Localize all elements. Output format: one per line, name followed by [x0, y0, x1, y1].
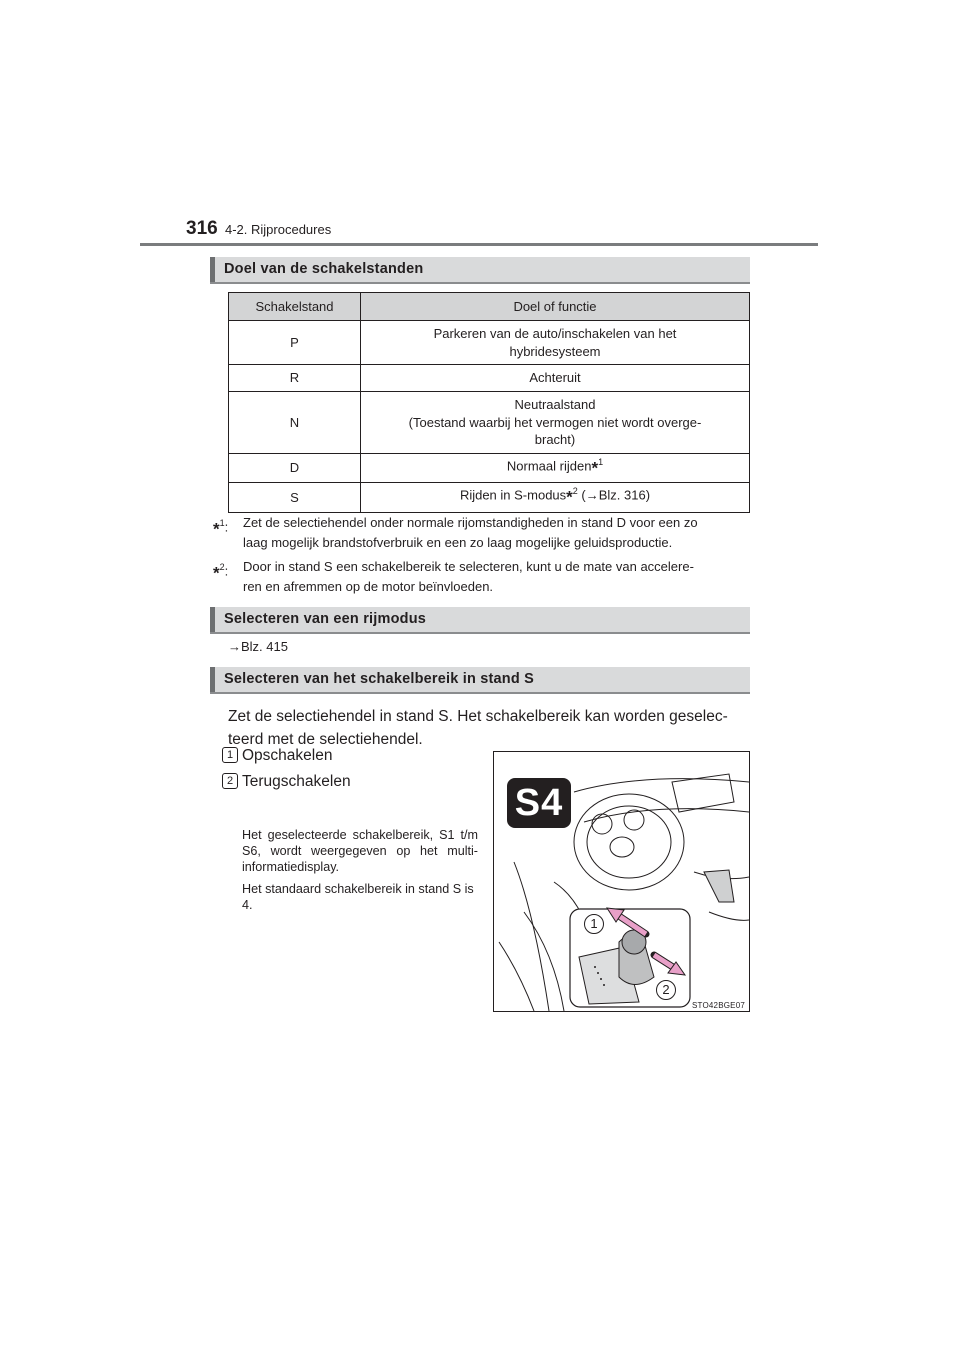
table-row	[229, 483, 750, 512]
table-row	[229, 392, 750, 454]
heading-accent	[210, 667, 215, 692]
section-heading-doel	[210, 257, 750, 284]
dashboard-line	[574, 779, 749, 792]
heading-accent	[210, 257, 215, 282]
section-heading-rijmodus	[210, 607, 750, 634]
callout-1: 1	[584, 914, 604, 934]
table-row	[229, 454, 750, 483]
item-number-badge: 1	[222, 747, 238, 763]
table-cell-position: P	[229, 321, 361, 365]
table-cell-position: N	[229, 392, 361, 454]
function-line: Neutraalstand	[514, 397, 596, 413]
table-cell-function	[361, 392, 750, 454]
table-row	[229, 321, 750, 365]
note-paragraph: Het geselecteerde schakelbereik, S1 t/m S6, wordt weergegeven op het multi-informatiedisplay.	[242, 828, 478, 874]
footnote-ref: 1	[598, 457, 604, 467]
function-text: Rijden in S-modus	[459, 487, 567, 503]
footnote-1	[213, 513, 753, 553]
table-cell-function	[361, 321, 750, 365]
callout-2: 2	[656, 980, 676, 1000]
footnote-text: Door in stand S een schakelbereik te selecteren, kunt u de mate van accelere- ren en afremmen op de motor beïnvloeden.	[243, 559, 694, 594]
steering-wheel-icon	[574, 794, 684, 890]
intro-paragraph: Zet de selectiehendel in stand S. Het schakelbereik kan worden geselec- teerd met de selectiehendel.	[228, 708, 728, 748]
section-heading-label: Selecteren van het schakelbereik in stand S	[224, 671, 535, 687]
table-cell-function	[361, 454, 750, 483]
note-paragraph: Het standaard schakelbereik in stand S is 4.	[242, 882, 474, 912]
section-heading-label: Doel van de schakelstanden	[224, 261, 424, 277]
shift-lever-illustration	[493, 751, 750, 1012]
table-header-cell: Schakelstand	[229, 293, 361, 321]
table-cell-position: R	[229, 365, 361, 392]
header-divider	[140, 243, 818, 246]
table-header-row	[229, 293, 750, 321]
shift-positions-table	[228, 292, 750, 513]
table-cell-function	[361, 483, 750, 512]
table-cell-function: Achteruit	[361, 365, 750, 392]
footnote-ref: 2	[572, 486, 578, 497]
item-label-upshift: Opschakelen	[242, 747, 333, 764]
section-reference: 4-2. Rijprocedures	[225, 222, 332, 237]
footnote-star: *	[566, 487, 573, 507]
section-heading-label: Selecteren van een rijmodus	[224, 611, 427, 627]
function-line: bracht)	[534, 432, 576, 448]
gear-indicator-badge: S4	[507, 778, 571, 828]
footnote-marker: *$^2$:	[213, 562, 229, 583]
table-cell-position: S	[229, 483, 361, 512]
item-label-downshift: Terugschakelen	[242, 773, 351, 790]
table-row	[229, 365, 750, 392]
section-heading-schakelbereik	[210, 667, 750, 694]
function-text: Normaal rijden	[506, 458, 592, 474]
footnote-marker: *$^1$:	[213, 518, 229, 539]
illustration-code: STO42BGE07	[692, 1001, 745, 1010]
table-header-cell: Doel of functie	[361, 293, 750, 321]
function-line: Parkeren van de auto/inschakelen van het	[433, 325, 677, 341]
footnote-text: Zet de selectiehendel onder normale rijomstandigheden in stand D voor een zo laag mogelijk brandstofverbruik en een zo laag mogelijke geluidsproductie.	[243, 515, 698, 550]
page-number: 316	[186, 218, 218, 239]
page-reference-link[interactable]: (→Blz. 316)	[577, 487, 651, 503]
table-cell-position: D	[229, 454, 361, 483]
function-line: (Toestand waarbij het vermogen niet wordt overge-	[408, 414, 702, 430]
footnote-star: *	[591, 458, 599, 478]
function-line: hybridesysteem	[509, 343, 601, 359]
footnote-2	[213, 557, 753, 597]
item-number-badge: 2	[222, 773, 238, 789]
page-reference-link[interactable]: →Blz. 415	[228, 639, 288, 654]
heading-accent	[210, 607, 215, 632]
